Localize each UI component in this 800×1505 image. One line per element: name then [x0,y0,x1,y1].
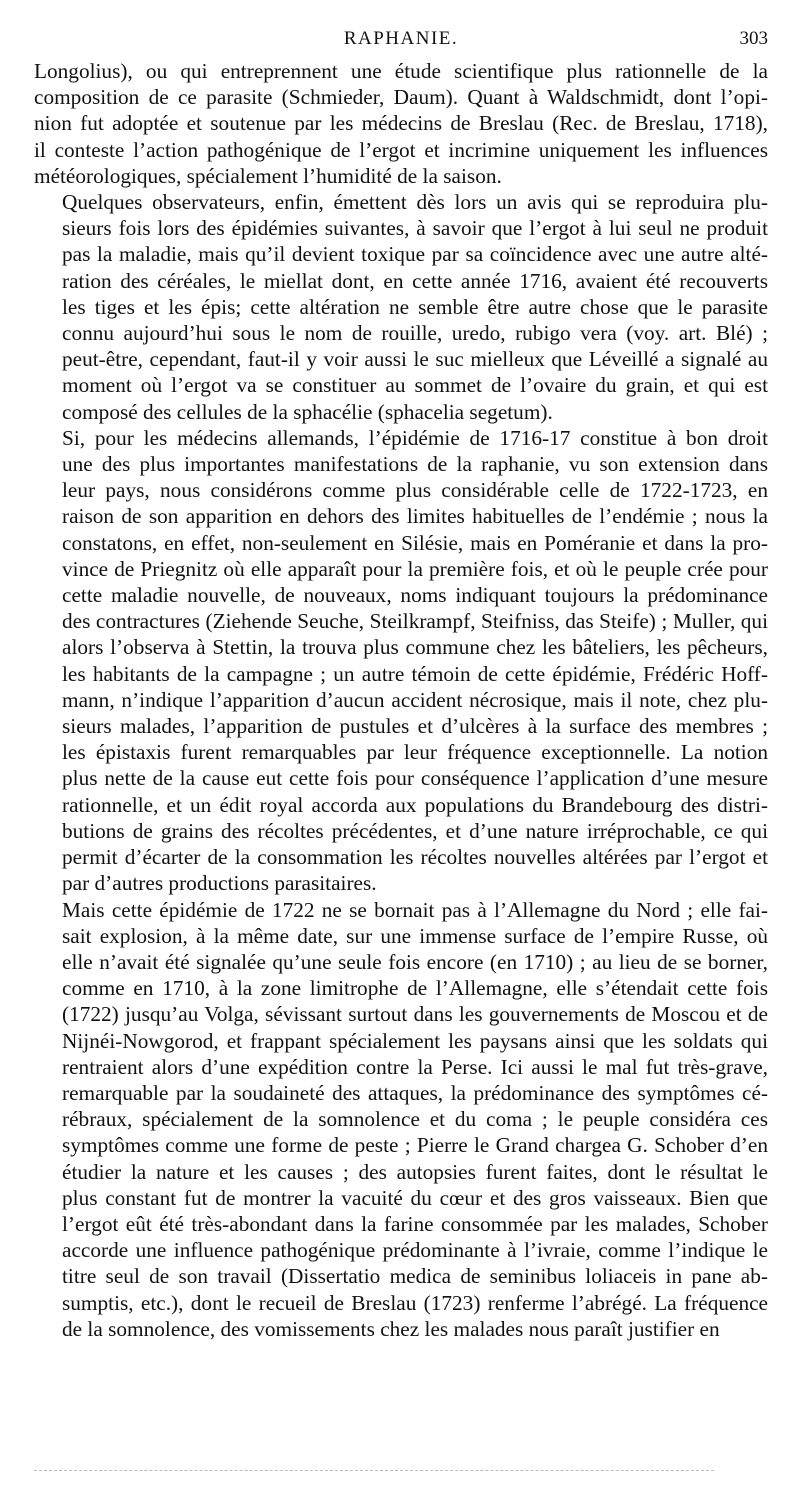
text-line: remarquable par la soudaineté des attaques, la prédominance des symptômes cé- [62,1080,768,1105]
page-number: 303 [739,28,768,49]
paragraph [34,58,768,189]
text-line: (1722) jusqu’au Volga, sévissant surtout dans les gouvernements de Moscou et de [62,1002,768,1027]
text-line: sait explosion, à la même date, sur une immense surface de l’empire Russe, où [62,923,768,948]
text-line: composé des cellules de la sphacélie (sphacelia segetum). [62,399,553,424]
text-line: une des plus importantes manifestations de la raphanie, vu son extension dans [62,452,768,477]
text-line: plus constant fut de montrer la vacuité du cœur et des gros vaisseaux. Bien que [62,1185,768,1210]
text-line: rentraient alors d’une expédition contre la Perse. Ici aussi le mal fut très-grave, [62,1054,768,1079]
text-line: cette maladie nouvelle, de nouveaux, noms indiquant toujours la prédominance [62,583,768,608]
text-line: météorologiques, spécialement l’humidité de la saison. [34,163,502,188]
text-line: par d’autres productions parasitaires. [62,871,377,896]
text-line: plus nette de la cause eut cette fois pour conséquence l’application d’une mesure [62,766,768,791]
text-line: Mais cette épidémie de 1722 ne se bornait pas à l’Allemagne du Nord ; elle fai- [62,897,768,922]
running-header [34,28,768,58]
text-line: leur pays, nous considérons comme plus considérable celle de 1722-1723, en [62,478,768,503]
text-line: étudier la nature et les causes ; des autopsies furent faites, dont le résultat le [62,1159,768,1184]
text-line: nion fut adoptée et soutenue par les médecins de Breslau (Rec. de Breslau, 1718), [34,111,768,136]
paragraph [34,425,768,897]
text-line: elle n’avait été signalée qu’une seule fois encore (en 1710) ; au lieu de se borner, [62,949,768,974]
text-line: des contractures (Ziehende Seuche, Steilkrampf, Steifniss, das Steife) ; Muller, qui [62,609,768,634]
paragraph [34,897,768,1342]
text-line: comme en 1710, à la zone limitrophe de l’Allemagne, elle s’étendait cette fois [62,976,768,1001]
text-line: peut-être, cependant, faut-il y voir aussi le suc mielleux que Léveillé a signalé au [62,347,768,372]
text-line: rationnelle, et un édit royal accorda aux populations du Brandebourg des distri- [62,792,768,817]
text-line: composition de ce parasite (Schmieder, Daum). Quant à Waldschmidt, dont l’opi- [34,85,768,110]
text-line: Quelques observateurs, enfin, émettent dès lors un avis qui se reproduira plu- [62,190,768,215]
text-line: Longolius), ou qui entreprennent une étude scientifique plus rationnelle de la [34,59,768,83]
text-line: butions de grains des récoltes précédentes, et d’une nature irréprochable, ce qui [62,818,768,843]
text-line: mann, n’indique l’apparition d’aucun accident nécrosique, mais il note, chez plu- [62,687,768,712]
running-title: RAPHANIE. [343,28,459,49]
paragraph [34,189,768,425]
text-line: permit d’écarter de la consommation les récoltes nouvelles altérées par l’ergot et [62,845,768,870]
text-line: Si, pour les médecins allemands, l’épidémie de 1716-17 constitue à bon droit [62,425,768,450]
text-line: sieurs fois lors des épidémies suivantes, à savoir que l’ergot à lui seul ne produit [62,216,768,241]
text-line: connu aujourd’hui sous le nom de rouille, uredo, rubigo vera (voy. art. Blé) ; [62,321,768,346]
document-page [34,28,768,1342]
text-line: Nijnéi-Nowgorod, et frappant spécialement les paysans ainsi que les soldats qui [62,1028,768,1053]
footer-rule [34,1470,714,1471]
text-line: accorde une influence pathogénique prédominante à l’ivraie, comme l’indique le [62,1238,768,1263]
text-line: symptômes comme une forme de peste ; Pierre le Grand chargea G. Schober d’en [62,1133,768,1158]
text-line: titre seul de son travail (Dissertatio medica de seminibus loliaceis in pane ab- [62,1264,768,1289]
text-line: rébraux, spécialement de la somnolence et du coma ; le peuple considéra ces [62,1107,768,1132]
text-line: les tiges et les épis; cette altération ne semble être autre chose que le parasite [62,294,768,319]
text-line: sieurs malades, l’apparition de pustules et d’ulcères à la surface des membres ; [62,714,768,739]
text-line: pas la maladie, mais qu’il devient toxique par sa coïncidence avec une autre alté- [62,242,768,267]
text-line: ration des céréales, le miellat dont, en cette année 1716, avaient été recouverts [62,268,768,293]
text-line: il conteste l’action pathogénique de l’ergot et incrimine uniquement les influences [34,137,768,162]
text-line: vince de Priegnitz où elle apparaît pour la première fois, et où le peuple crée pour [62,556,768,581]
text-line: de la somnolence, des vomissements chez les malades nous paraît justifier en [62,1316,720,1341]
text-line: alors l’observa à Stettin, la trouva plus commune chez les bâteliers, les pêcheurs, [62,635,768,660]
text-line: moment où l’ergot va se constituer au sommet de l’ovaire du grain, et qui est [62,373,768,398]
text-line: sumptis, etc.), dont le recueil de Breslau (1723) renferme l’abrégé. La fréquence [62,1290,768,1315]
text-line: l’ergot eût été très-abondant dans la farine consommée par les malades, Schober [62,1211,768,1236]
text-line: les épistaxis furent remarquables par leur fréquence exceptionnelle. La notion [62,740,768,765]
body-text [34,58,768,1342]
text-line: les habitants de la campagne ; un autre témoin de cette épidémie, Frédéric Hoff- [62,661,768,686]
text-line: constatons, en effet, non-seulement en Silésie, mais en Poméranie et dans la pro- [62,530,768,555]
text-line: raison de son apparition en dehors des limites habituelles de l’endémie ; nous la [62,504,768,529]
